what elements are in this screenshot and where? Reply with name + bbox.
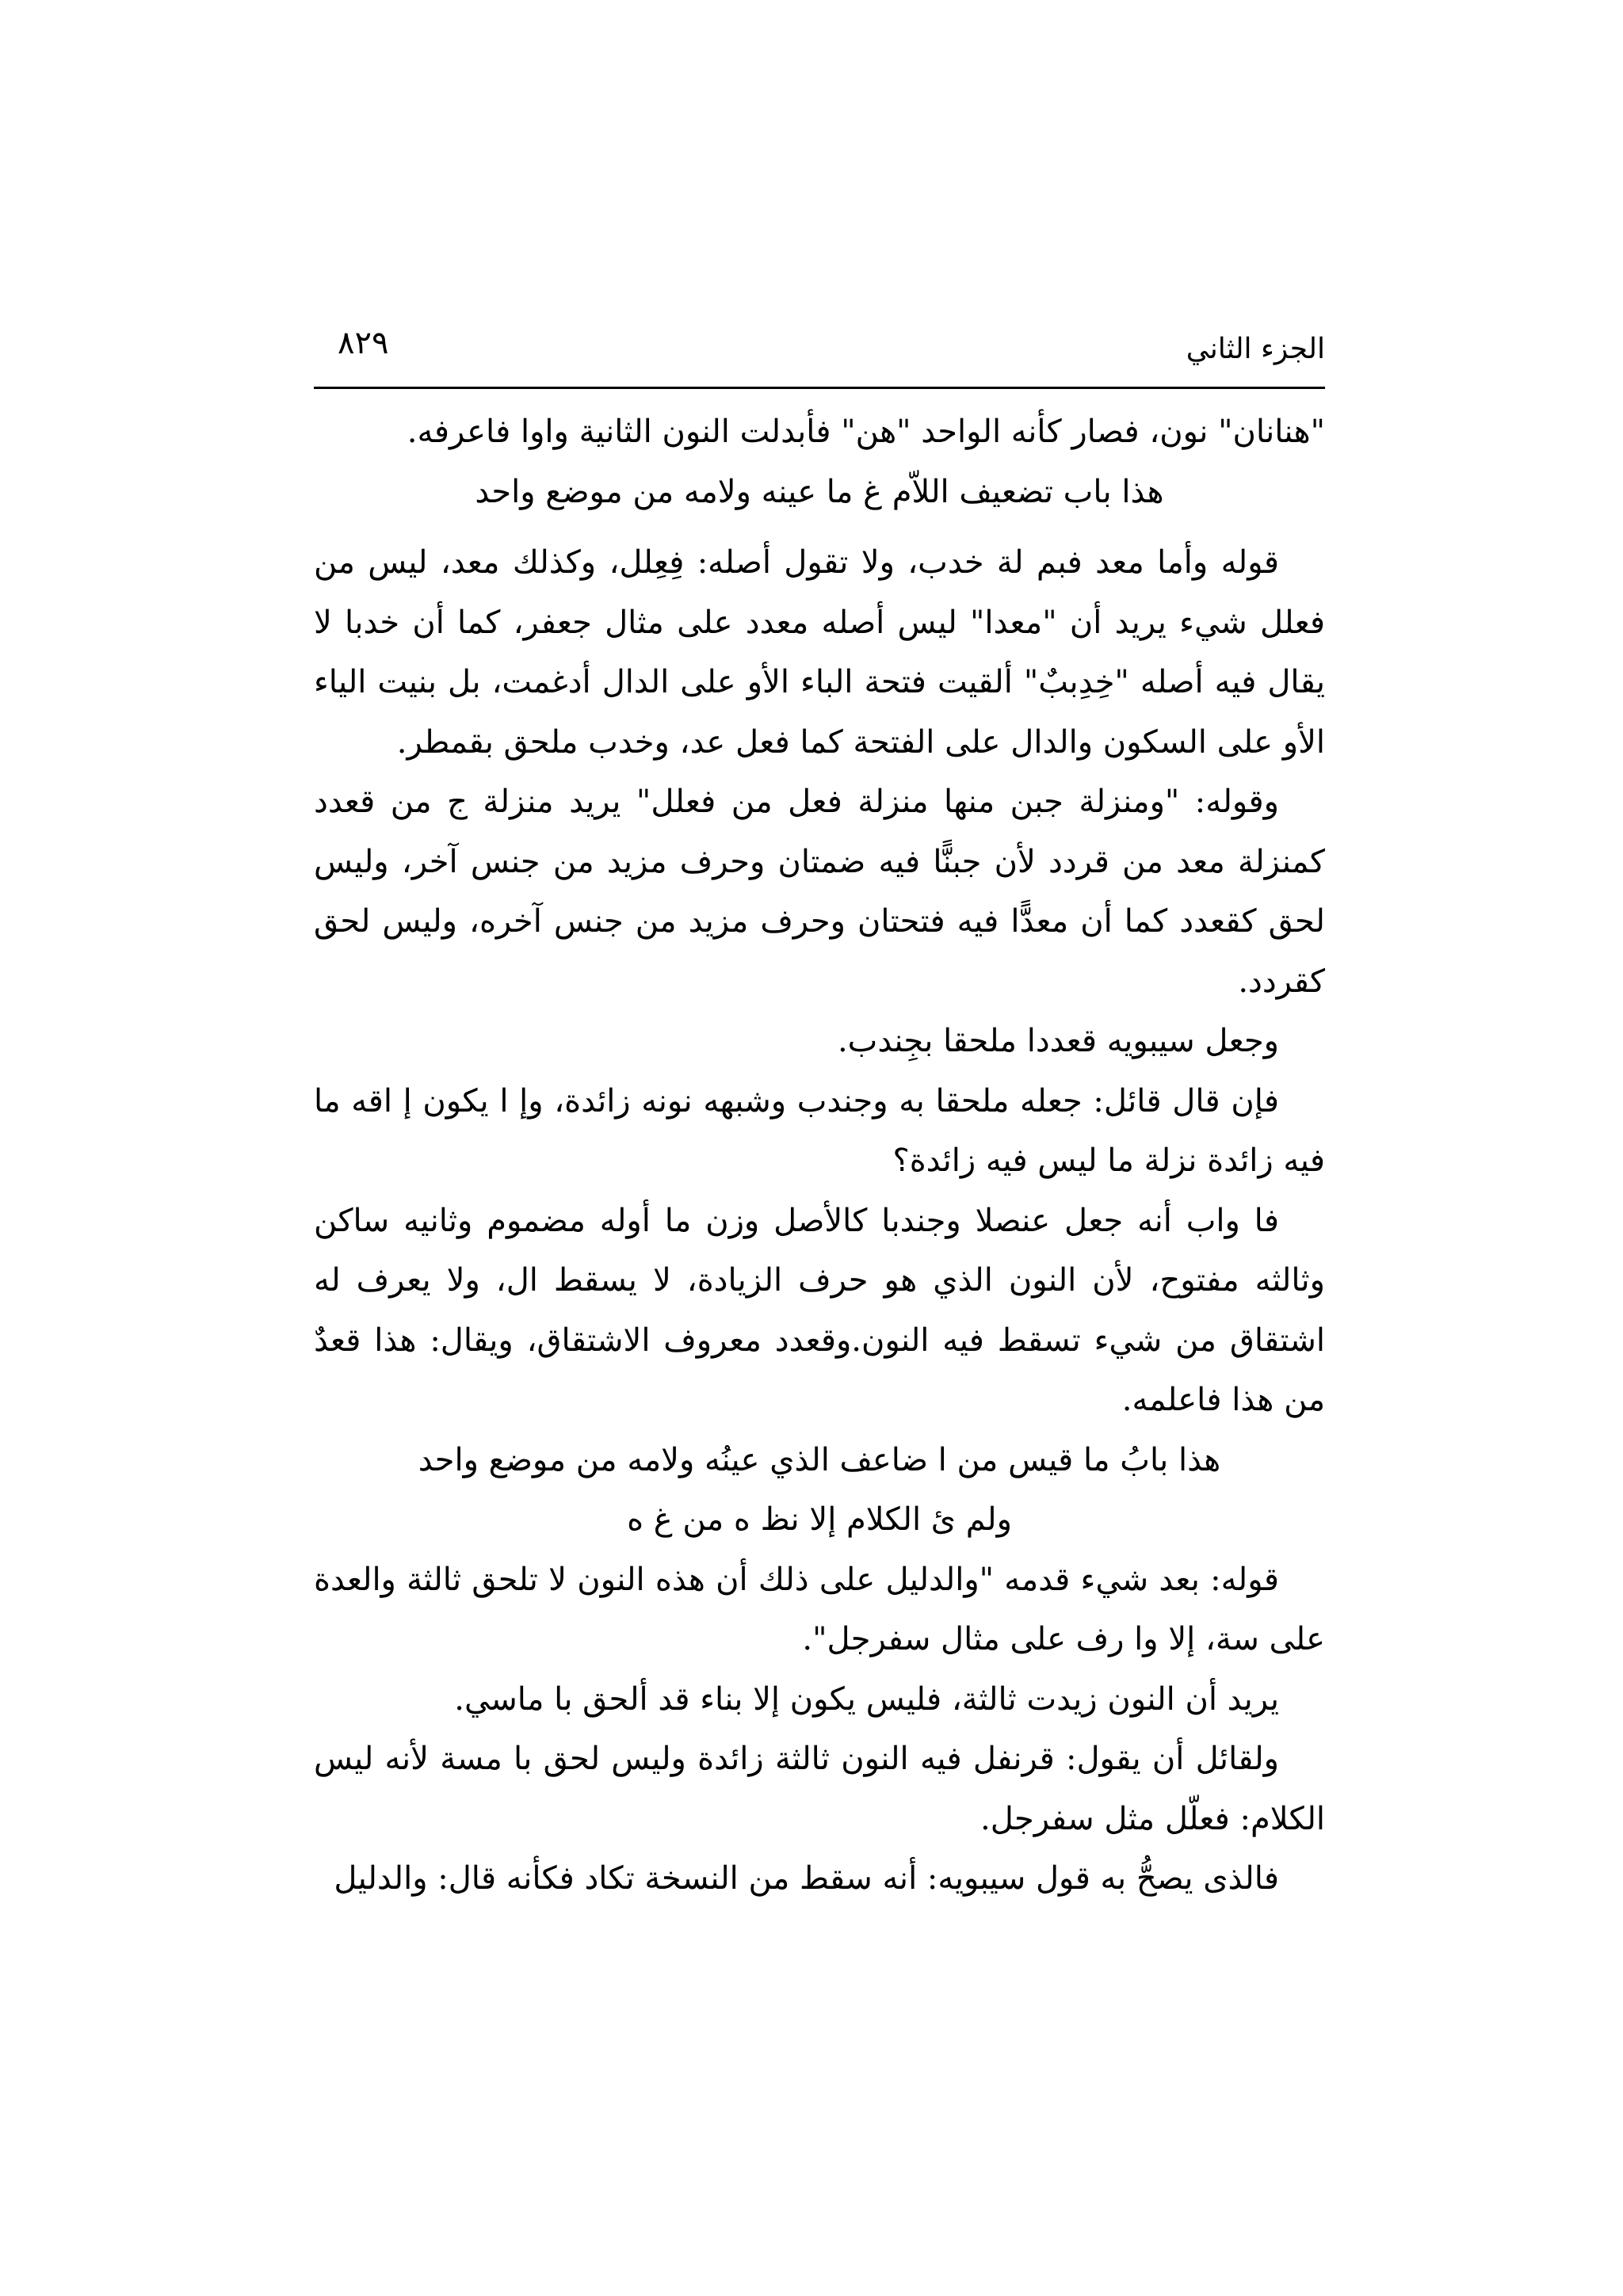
- header-rule: [314, 387, 1325, 389]
- paragraph: فا واب أنه جعل عنصلا وجندبا كالأصل وزن ما أوله مضموم وثانيه ساكن وثالثه مفتوح، لأن النون الذي هو حرف الزيادة، لا يسقط ال، ولا يعرف له اشتقاق من شيء تسقط فيه النون.وقعدد معروف الاشتقاق، ويقال: هذا قعدٌ من هذا فاعلمه.: [314, 1202, 1325, 1418]
- page-number: ٨٢٩: [338, 325, 389, 361]
- section-heading: هذا بابُ ما قيس من ا ضاعف الذي عينُه ولامه من موضع واحد: [418, 1441, 1221, 1478]
- book-page: [314, 309, 1325, 1909]
- paragraph: فالذى يصحُّ به قول سيبويه: أنه سقط من النسخة تكاد فكأنه قال: والدليل: [334, 1860, 1279, 1897]
- paragraph: فإن قال قائل: جعله ملحقا به وجندب وشبهه نونه زائدة، وإ ا يكون إ اقه ما فيه زائدة نزلة ما ليس فيه زائدة؟: [314, 1082, 1325, 1179]
- page-header: [314, 309, 1325, 396]
- section-heading: هذا باب تضعيف اللاّم غ ما عينه ولامه من موضع واحد: [475, 473, 1164, 510]
- quoted-line: ولم ئ الكلام إلا نظ ه من غ ه: [627, 1501, 1012, 1538]
- running-title: الجزء الثاني: [1186, 333, 1325, 365]
- page-body: [314, 402, 1325, 1909]
- paragraph: ولقائل أن يقول: قرنفل فيه النون ثالثة زائدة وليس لحق با مسة لأنه ليس الكلام: فعلّل مثل سفرجل.: [314, 1741, 1325, 1837]
- paragraph: قوله وأما معد فبم لة خدب، ولا تقول أصله: فِعِلل، وكذلك معد، ليس من فعلل شيء يريد أن "معدا" ليس أصله معدد على مثال جعفر، كما أن خدبا لا يقال فيه أصله "خِدِببٌ" ألقيت فتحة الباء الأو على الدال أدغمت، بل بنيت الياء الأو على السكون والدال على الفتحة كما فعل عد، وخدب ملحق بقمطر.: [314, 544, 1325, 761]
- paragraph: قوله: بعد شيء قدمه "والدليل على ذلك أن هذه النون لا تلحق ثالثة والعدة على سة، إلا وا رف على مثال سفرجل".: [314, 1561, 1325, 1657]
- paragraph: "هنانان" نون، فصار كأنه الواحد "هن" فأبدلت النون الثانية واوا فاعرفه.: [407, 414, 1325, 450]
- paragraph: يريد أن النون زيدت ثالثة، فليس يكون إلا بناء قد ألحق با ماسي.: [454, 1680, 1279, 1718]
- paragraph: وقوله: "ومنزلة جبن منها منزلة فعل من فعلل" يريد منزلة ج من قعدد كمنزلة معد من قردد لأن جبنًّا فيه ضمتان وحرف مزيد من جنس آخر، وليس لحق كقعدد كما أن معدًّا فيه فتحتان وحرف مزيد من جنس آخره، وليس لحق كقردد.: [314, 784, 1325, 1000]
- paragraph: وجعل سيبويه قعددا ملحقا بجِندب.: [837, 1023, 1279, 1059]
